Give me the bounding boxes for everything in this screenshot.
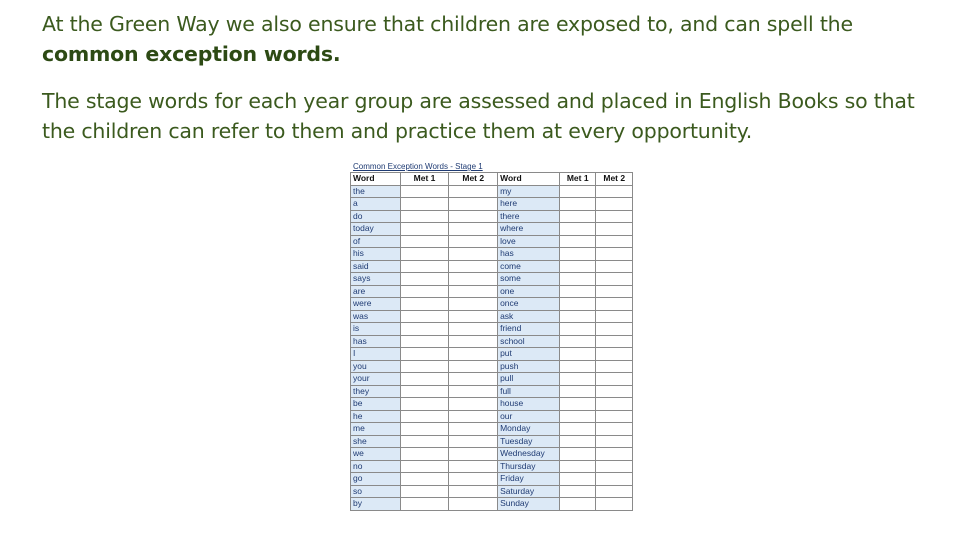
word-cell: put: [498, 348, 560, 361]
word-cell: a: [351, 198, 401, 211]
word-cell: they: [351, 385, 401, 398]
table-row: [351, 448, 633, 461]
met2-checkbox-cell: [596, 360, 633, 373]
met1-checkbox-cell: [559, 223, 596, 236]
met1-checkbox-cell: [400, 235, 449, 248]
word-cell: once: [498, 298, 560, 311]
word-cell: be: [351, 398, 401, 411]
table-row: [351, 435, 633, 448]
word-cell: Monday: [498, 423, 560, 436]
met2-checkbox-cell: [449, 385, 498, 398]
met1-checkbox-cell: [559, 248, 596, 261]
word-cell: school: [498, 335, 560, 348]
met1-checkbox-cell: [559, 298, 596, 311]
table-row: [351, 385, 633, 398]
met1-checkbox-cell: [559, 285, 596, 298]
met2-checkbox-cell: [449, 448, 498, 461]
met1-checkbox-cell: [400, 448, 449, 461]
header-met2-2: Met 2: [596, 173, 633, 186]
word-cell: go: [351, 473, 401, 486]
word-cell: is: [351, 323, 401, 336]
table-row: [351, 423, 633, 436]
met1-checkbox-cell: [400, 460, 449, 473]
word-cell: said: [351, 260, 401, 273]
met2-checkbox-cell: [596, 235, 633, 248]
word-cell: your: [351, 373, 401, 386]
word-cell: here: [498, 198, 560, 211]
met1-checkbox-cell: [400, 398, 449, 411]
table-row: [351, 260, 633, 273]
word-cell: his: [351, 248, 401, 261]
word-cell: where: [498, 223, 560, 236]
word-cell: friend: [498, 323, 560, 336]
table-row: [351, 310, 633, 323]
header-word-2: Word: [498, 173, 560, 186]
header-word-1: Word: [351, 173, 401, 186]
table-row: [351, 460, 633, 473]
met1-checkbox-cell: [559, 198, 596, 211]
table-row: [351, 285, 633, 298]
table-row: [351, 210, 633, 223]
word-cell: you: [351, 360, 401, 373]
met1-checkbox-cell: [400, 485, 449, 498]
met2-checkbox-cell: [596, 273, 633, 286]
met1-checkbox-cell: [559, 435, 596, 448]
met2-checkbox-cell: [596, 298, 633, 311]
met1-checkbox-cell: [559, 398, 596, 411]
met2-checkbox-cell: [449, 185, 498, 198]
met1-checkbox-cell: [400, 185, 449, 198]
met2-checkbox-cell: [449, 360, 498, 373]
met1-checkbox-cell: [559, 335, 596, 348]
met2-checkbox-cell: [596, 485, 633, 498]
word-cell: house: [498, 398, 560, 411]
met2-checkbox-cell: [449, 298, 498, 311]
met1-checkbox-cell: [559, 360, 596, 373]
table-row: [351, 323, 633, 336]
met1-checkbox-cell: [400, 210, 449, 223]
word-cell: we: [351, 448, 401, 461]
word-cell: so: [351, 485, 401, 498]
met2-checkbox-cell: [449, 198, 498, 211]
met1-checkbox-cell: [400, 323, 449, 336]
met1-checkbox-cell: [400, 473, 449, 486]
table-row: [351, 198, 633, 211]
met2-checkbox-cell: [596, 285, 633, 298]
met1-checkbox-cell: [400, 435, 449, 448]
met2-checkbox-cell: [596, 198, 633, 211]
intro-text: At the Green Way we also ensure that children are exposed to, and can spell the: [42, 12, 853, 36]
met1-checkbox-cell: [400, 273, 449, 286]
word-cell: was: [351, 310, 401, 323]
met1-checkbox-cell: [400, 360, 449, 373]
met1-checkbox-cell: [559, 410, 596, 423]
met1-checkbox-cell: [400, 248, 449, 261]
met1-checkbox-cell: [400, 385, 449, 398]
met1-checkbox-cell: [400, 423, 449, 436]
met2-checkbox-cell: [449, 348, 498, 361]
header-met1-2: Met 1: [559, 173, 596, 186]
word-table-container: [350, 162, 633, 511]
word-cell: are: [351, 285, 401, 298]
word-cell: Tuesday: [498, 435, 560, 448]
met1-checkbox-cell: [400, 285, 449, 298]
met2-checkbox-cell: [596, 223, 633, 236]
met1-checkbox-cell: [400, 498, 449, 511]
table-row: [351, 298, 633, 311]
met1-checkbox-cell: [400, 410, 449, 423]
met2-checkbox-cell: [596, 410, 633, 423]
met1-checkbox-cell: [559, 185, 596, 198]
word-cell: he: [351, 410, 401, 423]
table-body: [351, 185, 633, 510]
word-cell: Friday: [498, 473, 560, 486]
met2-checkbox-cell: [449, 410, 498, 423]
word-cell: Sunday: [498, 498, 560, 511]
word-cell: our: [498, 410, 560, 423]
met2-checkbox-cell: [449, 260, 498, 273]
table-row: [351, 185, 633, 198]
word-cell: the: [351, 185, 401, 198]
met2-checkbox-cell: [449, 285, 498, 298]
met2-checkbox-cell: [449, 473, 498, 486]
table-row: [351, 235, 633, 248]
met2-checkbox-cell: [449, 498, 498, 511]
word-cell: she: [351, 435, 401, 448]
table-header-row: [351, 173, 633, 186]
word-cell: me: [351, 423, 401, 436]
word-cell: today: [351, 223, 401, 236]
met1-checkbox-cell: [559, 310, 596, 323]
met2-checkbox-cell: [596, 398, 633, 411]
met2-checkbox-cell: [449, 323, 498, 336]
met2-checkbox-cell: [449, 223, 498, 236]
table-row: [351, 348, 633, 361]
intro-paragraph: [42, 9, 932, 69]
table-row: [351, 398, 633, 411]
table-row: [351, 498, 633, 511]
word-cell: Wednesday: [498, 448, 560, 461]
met1-checkbox-cell: [400, 373, 449, 386]
word-cell: Thursday: [498, 460, 560, 473]
met1-checkbox-cell: [559, 210, 596, 223]
stage-words-paragraph: The stage words for each year group are assessed and placed in English Books so that the children can refer to them and practice them at every opportunity.: [42, 89, 915, 143]
word-cell: has: [351, 335, 401, 348]
met2-checkbox-cell: [596, 335, 633, 348]
met2-checkbox-cell: [596, 348, 633, 361]
met1-checkbox-cell: [559, 273, 596, 286]
table-caption: Common Exception Words - Stage 1: [353, 162, 483, 171]
met2-checkbox-cell: [596, 310, 633, 323]
header-met2-1: Met 2: [449, 173, 498, 186]
table-row: [351, 410, 633, 423]
met2-checkbox-cell: [449, 423, 498, 436]
table-row: [351, 473, 633, 486]
met1-checkbox-cell: [559, 373, 596, 386]
met2-checkbox-cell: [449, 435, 498, 448]
met2-checkbox-cell: [596, 423, 633, 436]
table-row: [351, 485, 633, 498]
met1-checkbox-cell: [559, 485, 596, 498]
met1-checkbox-cell: [400, 260, 449, 273]
met1-checkbox-cell: [400, 223, 449, 236]
word-cell: there: [498, 210, 560, 223]
met1-checkbox-cell: [559, 348, 596, 361]
met1-checkbox-cell: [559, 260, 596, 273]
met1-checkbox-cell: [400, 348, 449, 361]
word-cell: love: [498, 235, 560, 248]
met2-checkbox-cell: [449, 373, 498, 386]
met2-checkbox-cell: [596, 460, 633, 473]
met1-checkbox-cell: [559, 235, 596, 248]
met1-checkbox-cell: [559, 460, 596, 473]
met1-checkbox-cell: [400, 310, 449, 323]
word-cell: do: [351, 210, 401, 223]
met2-checkbox-cell: [596, 248, 633, 261]
table-row: [351, 335, 633, 348]
met2-checkbox-cell: [596, 385, 633, 398]
met2-checkbox-cell: [449, 460, 498, 473]
met2-checkbox-cell: [596, 473, 633, 486]
met2-checkbox-cell: [449, 335, 498, 348]
met2-checkbox-cell: [449, 235, 498, 248]
word-cell: come: [498, 260, 560, 273]
met2-checkbox-cell: [596, 260, 633, 273]
word-cell: has: [498, 248, 560, 261]
table-row: [351, 360, 633, 373]
word-cell: some: [498, 273, 560, 286]
met1-checkbox-cell: [559, 385, 596, 398]
met1-checkbox-cell: [400, 335, 449, 348]
met1-checkbox-cell: [400, 198, 449, 211]
word-cell: ask: [498, 310, 560, 323]
met2-checkbox-cell: [449, 398, 498, 411]
table-row: [351, 373, 633, 386]
common-exception-words-table: [350, 172, 633, 511]
met1-checkbox-cell: [559, 323, 596, 336]
word-cell: says: [351, 273, 401, 286]
met2-checkbox-cell: [596, 185, 633, 198]
word-cell: full: [498, 385, 560, 398]
word-cell: by: [351, 498, 401, 511]
word-cell: no: [351, 460, 401, 473]
met2-checkbox-cell: [596, 435, 633, 448]
word-cell: push: [498, 360, 560, 373]
met1-checkbox-cell: [559, 448, 596, 461]
met1-checkbox-cell: [559, 423, 596, 436]
table-row: [351, 273, 633, 286]
header-met1-1: Met 1: [400, 173, 449, 186]
met2-checkbox-cell: [449, 310, 498, 323]
intro-emphasis: common exception words.: [42, 42, 341, 66]
met1-checkbox-cell: [559, 473, 596, 486]
table-row: [351, 248, 633, 261]
met2-checkbox-cell: [596, 323, 633, 336]
met2-checkbox-cell: [449, 273, 498, 286]
word-cell: I: [351, 348, 401, 361]
word-cell: of: [351, 235, 401, 248]
met1-checkbox-cell: [400, 298, 449, 311]
met2-checkbox-cell: [449, 248, 498, 261]
met1-checkbox-cell: [559, 498, 596, 511]
met2-checkbox-cell: [449, 485, 498, 498]
word-cell: pull: [498, 373, 560, 386]
word-cell: one: [498, 285, 560, 298]
word-cell: my: [498, 185, 560, 198]
table-row: [351, 223, 633, 236]
word-cell: were: [351, 298, 401, 311]
met2-checkbox-cell: [596, 448, 633, 461]
word-cell: Saturday: [498, 485, 560, 498]
met2-checkbox-cell: [596, 210, 633, 223]
met2-checkbox-cell: [596, 373, 633, 386]
met2-checkbox-cell: [596, 498, 633, 511]
met2-checkbox-cell: [449, 210, 498, 223]
